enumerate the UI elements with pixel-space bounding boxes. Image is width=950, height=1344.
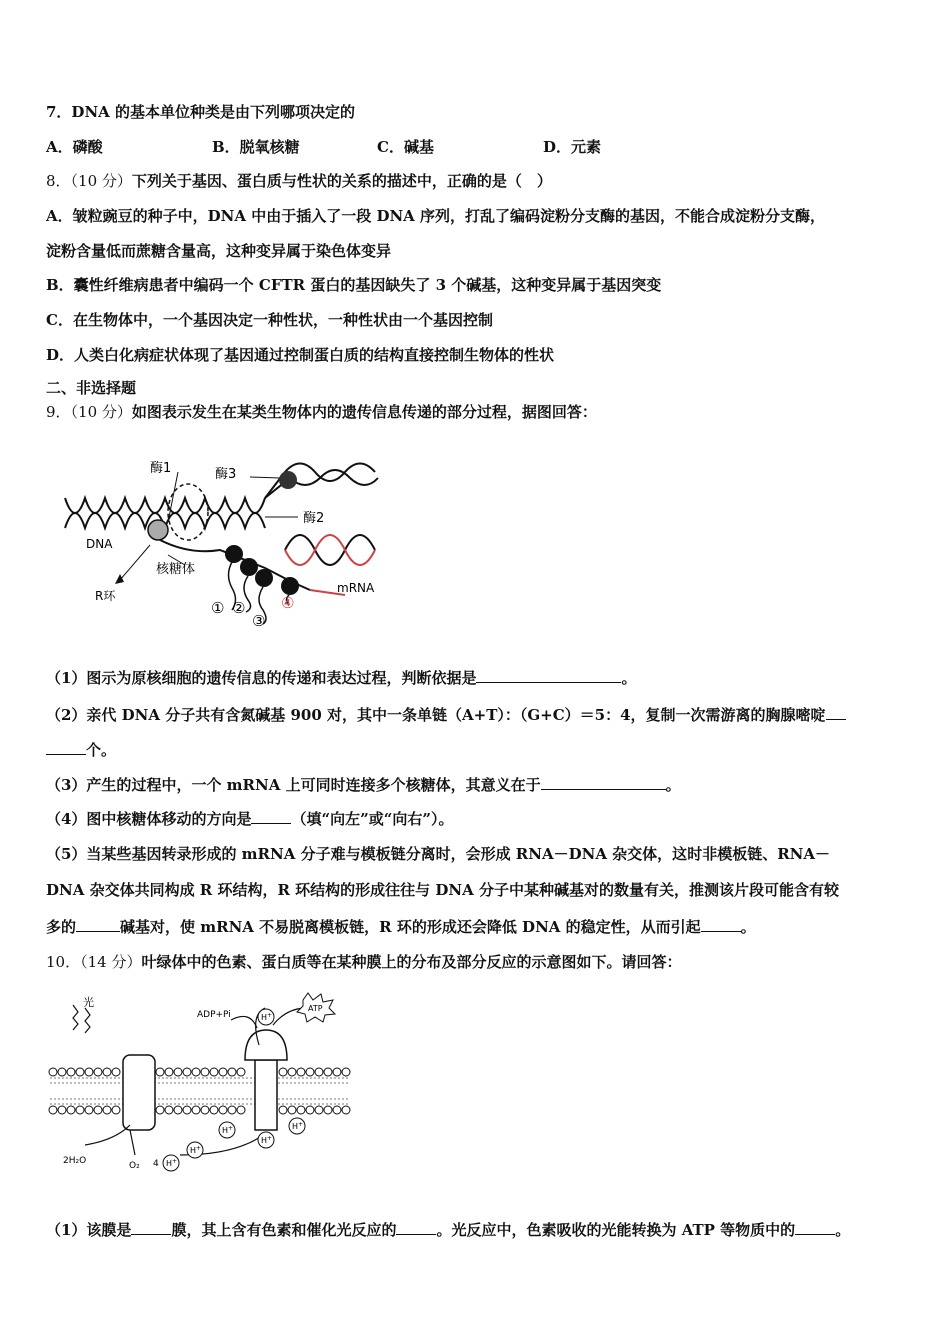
q8-option-c[interactable]: C．在生物体中，一个基因决定一种性状，一种性状由一个基因控制 <box>46 311 493 329</box>
q9-part2-end: 个。 <box>86 741 117 759</box>
light-label: 光 <box>83 996 94 1009</box>
q9-part5-end: 。 <box>740 918 756 936</box>
q7-stem: 7．DNA 的基本单位种类是由下列哪项决定的 <box>46 103 356 121</box>
dna-strand-upper <box>65 498 265 513</box>
membrane-lower-heads <box>49 1106 350 1114</box>
q10-part1-text-b: 膜，其上含有色素和催化光反应的 <box>171 1221 397 1239</box>
q10-part1-end: 。 <box>835 1221 851 1239</box>
enzyme1-shape <box>148 520 168 540</box>
o2-arrow <box>130 1130 135 1155</box>
light-rays <box>73 1005 90 1033</box>
q9-blank-2a[interactable] <box>826 705 846 720</box>
q9-blank-1[interactable] <box>476 668 621 683</box>
chain-label-2: ② <box>232 599 246 617</box>
q9-part2 <box>46 704 846 726</box>
q9-blank-2b[interactable] <box>46 740 86 755</box>
q7-option-c[interactable]: C．碱基 <box>377 138 434 156</box>
q8-score: （10 分） <box>70 172 132 190</box>
h-ion-label-2: H+ <box>190 1145 202 1155</box>
section-heading: 二、非选择题 <box>46 379 137 397</box>
o2-label: O₂ <box>129 1161 140 1171</box>
q8-stem <box>46 170 552 192</box>
q9-part3-text: （3）产生的过程中，一个 mRNA 上可同时连接多个核糖体，其意义在于 <box>46 776 541 794</box>
chain-label-1: ① <box>211 599 225 617</box>
q9-part2-cont <box>46 739 116 761</box>
enzyme3-pointer <box>250 477 280 478</box>
q7-option-a[interactable]: A．磷酸 <box>46 138 103 156</box>
h-ion-label-3: H+ <box>222 1125 234 1135</box>
template-strand-a <box>285 535 375 565</box>
chain-label-3: ③ <box>252 612 266 630</box>
four-label: 4 <box>153 1159 159 1169</box>
q10-stem-text: 叶绿体中的色素、蛋白质等在某种膜上的分布及部分反应的示意图如下。请回答： <box>141 953 682 971</box>
atp-label: ATP <box>308 1004 323 1013</box>
ribosome-4 <box>281 577 299 595</box>
q8-number: 8． <box>46 172 71 190</box>
transcription-translation-diagram <box>60 450 390 635</box>
lipid-tails <box>50 1078 350 1104</box>
q9-part4 <box>46 808 453 830</box>
q8-option-d[interactable]: D．人类白化病症状体现了基因通过控制蛋白质的结构直接控制生物体的性状 <box>46 346 555 364</box>
q9-blank-5a[interactable] <box>76 917 120 932</box>
enzyme3-shape <box>279 471 297 489</box>
q9-part3 <box>46 774 681 796</box>
chain-label-4: ④ <box>281 594 295 612</box>
ribosome-label: 核糖体 <box>156 562 196 577</box>
q8-option-b[interactable]: B．囊性纤维病患者中编码一个 CFTR 蛋白的基因缺失了 3 个碱基，这种变异属于基因突变 <box>46 276 662 294</box>
q10-stem <box>46 951 681 973</box>
q10-blank-2[interactable] <box>396 1220 436 1235</box>
q9-part5-cont: DNA 杂交体共同构成 R 环结构，R 环结构的形成往往与 DNA 分子中某种碱基对的数量有关，推测该片段可能含有较 <box>46 881 839 899</box>
q9-part4-end: （填“向左”或“向右”）。 <box>291 810 454 828</box>
q10-part1-text-a: （1）该膜是 <box>46 1221 132 1239</box>
q9-part4-text: （4）图中核糖体移动的方向是 <box>46 810 252 828</box>
q10-part1 <box>46 1219 850 1241</box>
ribosome-3 <box>255 569 273 587</box>
r-loop-arrowhead <box>115 574 124 584</box>
q9-blank-4[interactable] <box>251 809 291 824</box>
q9-stem <box>46 401 597 423</box>
enzyme2-label: 酶2 <box>303 511 325 526</box>
atp-synthase-stalk <box>255 1060 277 1130</box>
thylakoid-membrane-diagram <box>45 990 360 1175</box>
dna-label: DNA <box>86 537 113 551</box>
q9-part5-end-line <box>46 916 756 938</box>
q9-part5-text-c: 多的 <box>46 918 77 936</box>
enzyme1-label: 酶1 <box>150 461 172 476</box>
h-ion-label-4: H+ <box>261 1135 273 1145</box>
water-label: 2H₂O <box>63 1156 87 1166</box>
template-strand-b <box>285 535 375 565</box>
photosystem-protein <box>123 1055 155 1130</box>
enzyme3-label: 酶3 <box>215 467 237 482</box>
q7-option-d[interactable]: D．元素 <box>543 138 602 156</box>
q9-blank-5b[interactable] <box>701 917 741 932</box>
q10-blank-3[interactable] <box>795 1220 835 1235</box>
q10-blank-1[interactable] <box>131 1220 171 1235</box>
ribosome-1 <box>225 545 243 563</box>
q8-stem-text: 下列关于基因、蛋白质与性状的关系的描述中，正确的是（ ） <box>131 172 552 190</box>
membrane-upper-heads <box>49 1068 350 1076</box>
h-ion-label-1: H+ <box>261 1012 273 1022</box>
ribosome-2 <box>240 558 258 576</box>
q9-part5-text-d: 碱基对，使 mRNA 不易脱离模板链，R 环的形成还会降低 DNA 的稳定性，从而引起 <box>120 918 701 936</box>
atp-synthase-head <box>245 1030 287 1060</box>
q9-part1 <box>46 667 636 689</box>
h-ion-label-5: H+ <box>292 1121 304 1131</box>
q8-option-a[interactable]: A．皱粒豌豆的种子中，DNA 中由于插入了一段 DNA 序列，打乱了编码淀粉分支酶的基因，不能合成淀粉分支酶， <box>46 207 826 225</box>
r-loop-label: R环 <box>95 589 116 603</box>
q9-stem-text: 如图表示发生在某类生物体内的遗传信息传递的部分过程，据图回答： <box>131 403 597 421</box>
q9-part2-text: （2）亲代 DNA 分子共有含氮碱基 900 对，其中一条单链（A+T）：（G+C）＝5：4，复制一次需游离的胸腺嘧啶 <box>46 706 826 724</box>
q7-option-b[interactable]: B．脱氧核糖 <box>212 138 300 156</box>
q9-blank-3[interactable] <box>541 775 666 790</box>
q9-part1-end: 。 <box>621 669 637 687</box>
q9-score: （10 分） <box>70 403 132 421</box>
q9-part1-text: （1）图示为原核细胞的遗传信息的传递和表达过程，判断依据是 <box>46 669 477 687</box>
q9-part5: （5）当某些基因转录形成的 mRNA 分子难与模板链分离时，会形成 RNA－DNA 杂交体，这时非模板链、RNA－ <box>46 845 831 863</box>
h-ion-label-6: H+ <box>166 1158 178 1168</box>
q10-score: （14 分） <box>80 953 142 971</box>
q10-part1-text-c: 。光反应中，色素吸收的光能转换为 ATP 等物质中的 <box>436 1221 796 1239</box>
r-loop-arrow-line <box>120 545 150 580</box>
mrna-label: mRNA <box>337 581 375 595</box>
water-arrow <box>85 1125 130 1145</box>
q8-option-a-cont: 淀粉含量低而蔗糖含量高，这种变异属于染色体变异 <box>46 242 392 260</box>
q10-number: 10． <box>46 953 81 971</box>
adp-label: ADP+Pi <box>197 1010 231 1020</box>
q9-part3-end: 。 <box>665 776 681 794</box>
q9-number: 9． <box>46 403 71 421</box>
adp-arrow <box>231 1016 257 1028</box>
